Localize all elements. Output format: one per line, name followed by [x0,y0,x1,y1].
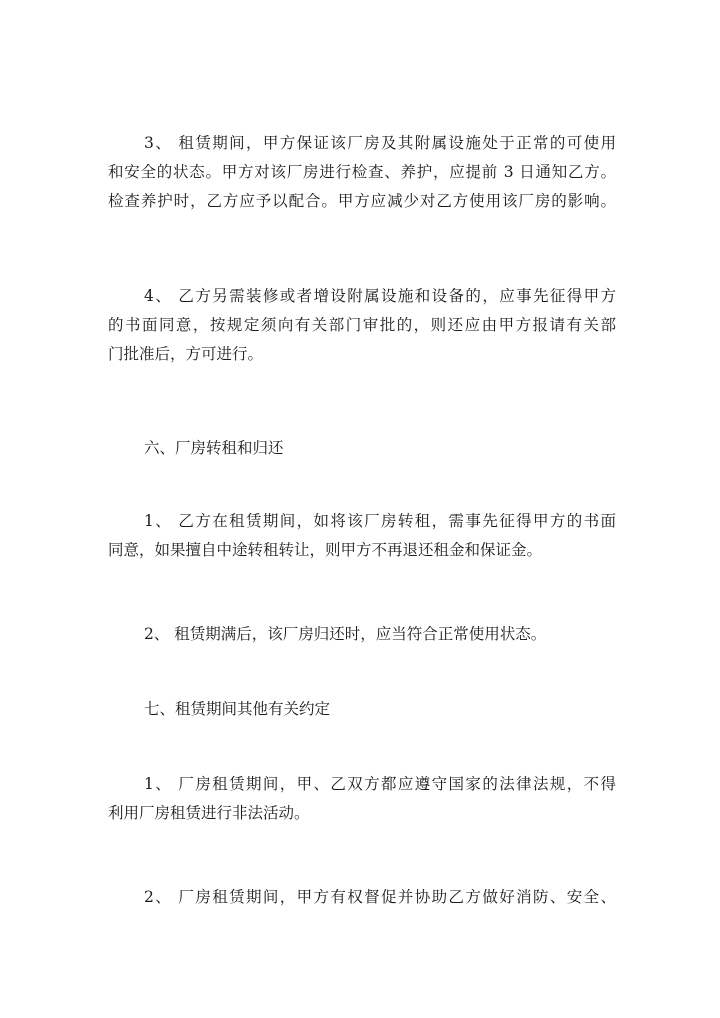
section-7-heading [108,695,616,724]
text-line: 2、 厂房租赁期间，甲方有权督促并协助乙方做好消防、安全、 [144,888,616,906]
text-line: 1、 厂房租赁期间，甲、乙双方都应遵守国家的法律法规，不得 [144,775,616,793]
text-line: 4、 乙方另需装修或者增设附属设施和设备的，应事先征得甲方 [144,287,616,305]
paragraph-4-renovation [108,282,616,369]
paragraph-7-2-safety [108,883,616,912]
paragraph-7-1-law [108,770,616,828]
text-line: 利用厂房租赁进行非法活动。 [108,804,310,822]
paragraph-3-maintenance [108,129,616,216]
text-line: 1、 乙方在租赁期间，如将该厂房转租，需事先征得甲方的书面 [144,512,616,530]
paragraph-6-2-return [108,620,616,649]
text-line: 检查养护时，乙方应予以配合。甲方应减少对乙方使用该厂房的影响。 [108,192,616,210]
section-title: 六、厂房转租和归还 [144,439,284,457]
text-line: 同意，如果擅自中途转租转让，则甲方不再退还租金和保证金。 [108,541,543,559]
section-6-heading [108,434,616,463]
text-line: 的书面同意，按规定须向有关部门审批的，则还应由甲方报请有关部 [108,316,616,334]
text-line: 2、 租赁期满后，该厂房归还时，应当符合正常使用状态。 [144,625,547,643]
paragraph-6-1-sublease [108,507,616,565]
section-title: 七、租赁期间其他有关约定 [144,700,331,718]
text-line: 门批准后，方可进行。 [108,345,264,363]
text-line: 和安全的状态。甲方对该厂房进行检查、养护，应提前 3 日通知乙方。 [108,163,616,181]
text-line: 3、 租赁期间，甲方保证该厂房及其附属设施处于正常的可使用 [144,134,616,152]
